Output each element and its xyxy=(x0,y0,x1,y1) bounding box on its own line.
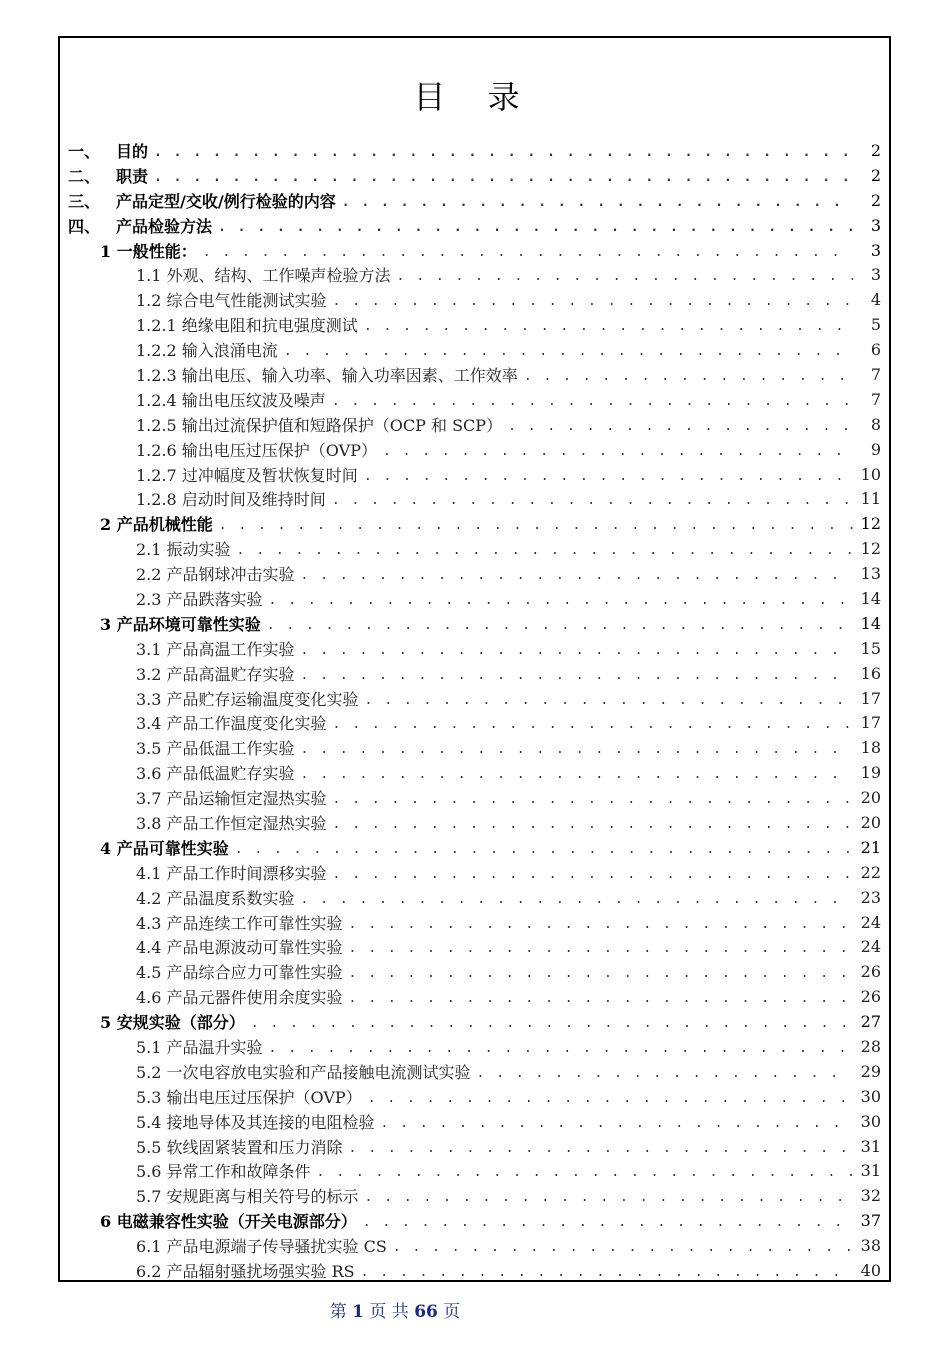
toc-leader-dots xyxy=(301,767,853,782)
toc-entry-page: 20 xyxy=(860,788,881,808)
toc-entry-number: 一、 xyxy=(68,141,101,161)
toc-entry-page: 4 xyxy=(870,290,881,310)
toc-entry-page: 38 xyxy=(860,1236,881,1256)
toc-entry[interactable] xyxy=(68,636,881,661)
toc-leader-dots xyxy=(363,1215,853,1230)
toc-leader-dots xyxy=(381,1116,853,1131)
toc-entry-page: 7 xyxy=(870,389,881,409)
toc-entry[interactable] xyxy=(68,486,881,511)
toc-entry-label: 产品定型/交收/例行检验的内容 xyxy=(116,191,336,211)
toc-entry-page: 14 xyxy=(860,588,881,608)
toc-entry-label: 4.1 产品工作时间漂移实验 xyxy=(136,863,327,883)
toc-entry-page: 23 xyxy=(860,887,881,907)
toc-entry-page: 2 xyxy=(870,140,881,160)
toc-leader-dots xyxy=(154,170,853,185)
toc-entry-label: 3.7 产品运输恒定湿热实验 xyxy=(136,789,327,809)
toc-leader-dots xyxy=(477,1066,853,1081)
toc-entry-page: 31 xyxy=(860,1136,881,1156)
toc-entry-page: 26 xyxy=(860,987,881,1007)
footer-prefix: 第 xyxy=(329,1302,347,1322)
page-footer xyxy=(0,1297,950,1322)
toc-entry[interactable] xyxy=(68,1059,881,1084)
toc-leader-dots xyxy=(342,195,853,210)
toc-leader-dots xyxy=(349,1141,853,1156)
toc-entry-page: 2 xyxy=(870,165,881,185)
page-title: 目 录 xyxy=(413,78,536,116)
toc-entry-page: 32 xyxy=(860,1186,881,1206)
footer-total-pages: 66 xyxy=(414,1302,438,1322)
toc-leader-dots xyxy=(508,419,853,434)
toc-entry-page: 3 xyxy=(870,215,881,235)
toc-entry[interactable] xyxy=(68,661,881,686)
toc-leader-dots xyxy=(333,867,853,882)
toc-entry-page: 3 xyxy=(870,265,881,285)
toc-entry-page: 12 xyxy=(860,539,881,559)
toc-entry-label: 5.1 产品温升实验 xyxy=(136,1038,263,1057)
toc-entry-page: 29 xyxy=(860,1061,881,1081)
toc-entry-page: 17 xyxy=(860,688,881,708)
toc-entry[interactable] xyxy=(68,735,881,760)
toc-entry-label: 5 安规实验（部分） xyxy=(100,1013,245,1033)
toc-entry[interactable] xyxy=(68,1258,881,1283)
toc-entry-page: 30 xyxy=(860,1086,881,1106)
toc-entry[interactable] xyxy=(68,959,881,984)
toc-entry[interactable] xyxy=(68,362,881,387)
toc-entry[interactable] xyxy=(68,163,881,188)
toc-leader-dots xyxy=(301,643,853,658)
toc-leader-dots xyxy=(383,444,853,459)
toc-entry[interactable] xyxy=(68,337,881,362)
toc-entry-label: 3.6 产品低温贮存实验 xyxy=(136,764,295,784)
toc-entry[interactable] xyxy=(68,910,881,935)
toc-leader-dots xyxy=(365,1190,853,1205)
toc-leader-dots xyxy=(203,245,853,260)
toc-entry-page: 24 xyxy=(860,912,881,932)
toc-entry[interactable] xyxy=(68,984,881,1009)
toc-entry-label: 4.6 产品元器件使用余度实验 xyxy=(136,988,343,1008)
toc-entry-label: 2 产品机械性能 xyxy=(100,515,213,535)
toc-entry-page: 11 xyxy=(860,489,881,509)
footer-current-page: 1 xyxy=(352,1302,364,1322)
toc-entry[interactable] xyxy=(68,1134,881,1159)
toc-entry[interactable] xyxy=(68,885,881,910)
toc-entry-label: 4 产品可靠性实验 xyxy=(100,838,229,858)
toc-entry[interactable] xyxy=(68,1034,881,1059)
toc-entry[interactable] xyxy=(68,561,881,586)
toc-entry[interactable] xyxy=(68,412,881,437)
toc-entry[interactable] xyxy=(68,1009,881,1034)
toc-entry-page: 15 xyxy=(860,638,881,658)
toc-entry[interactable] xyxy=(68,312,881,337)
toc-entry-label: 3.5 产品低温工作实验 xyxy=(136,739,295,759)
toc-leader-dots xyxy=(397,269,853,284)
toc-entry[interactable] xyxy=(68,1208,881,1233)
toc-leader-dots xyxy=(219,518,853,533)
toc-entry-number: 四、 xyxy=(68,216,101,236)
toc-entry[interactable] xyxy=(68,1183,881,1208)
toc-entry-label: 3.4 产品工作温度变化实验 xyxy=(136,714,327,734)
toc-leader-dots xyxy=(349,991,853,1006)
toc-leader-dots xyxy=(349,966,853,981)
toc-entry-label: 5.4 接地导体及其连接的电阻检验 xyxy=(136,1112,375,1132)
toc-entry[interactable] xyxy=(68,511,881,536)
toc-entry-page: 17 xyxy=(860,713,881,733)
toc-entry[interactable] xyxy=(68,586,881,611)
toc-leader-dots xyxy=(332,394,853,409)
toc-entry[interactable] xyxy=(68,536,881,561)
toc-entry[interactable] xyxy=(68,1159,881,1184)
toc-entry-page: 2 xyxy=(870,190,881,210)
toc-entry-page: 6 xyxy=(870,340,881,360)
toc-leader-dots xyxy=(269,1041,853,1056)
toc-leader-dots xyxy=(365,693,853,708)
toc-leader-dots xyxy=(349,917,853,932)
toc-leader-dots xyxy=(332,493,853,508)
toc-leader-dots xyxy=(301,742,853,757)
toc-entry-page: 22 xyxy=(860,862,881,882)
toc-leader-dots xyxy=(361,1265,853,1280)
toc-entry[interactable] xyxy=(68,760,881,785)
table-of-contents xyxy=(68,138,881,1283)
toc-entry[interactable] xyxy=(68,262,881,287)
toc-entry-label: 4.2 产品温度系数实验 xyxy=(136,888,295,908)
toc-entry-label: 1 一般性能： xyxy=(100,241,197,261)
toc-entry-page: 27 xyxy=(860,1012,881,1032)
toc-entry-label: 2.2 产品钢球冲击实验 xyxy=(136,565,295,585)
toc-entry-label: 1.2.4 输出电压纹波及噪声 xyxy=(136,390,326,410)
toc-entry-page: 10 xyxy=(860,464,881,484)
toc-leader-dots xyxy=(349,941,853,956)
toc-entry-page: 14 xyxy=(860,613,881,633)
footer-suffix: 页 xyxy=(443,1302,461,1322)
toc-entry-label: 4.4 产品电源波动可靠性实验 xyxy=(136,938,343,958)
toc-entry[interactable] xyxy=(68,238,881,263)
toc-entry[interactable] xyxy=(68,138,881,163)
toc-entry-label: 产品检验方法 xyxy=(116,216,213,236)
toc-entry-label: 6 电磁兼容性实验（开关电源部分） xyxy=(100,1212,357,1232)
toc-entry-label: 1.2.1 绝缘电阻和抗电强度测试 xyxy=(136,316,358,336)
toc-leader-dots xyxy=(218,220,853,235)
toc-entry[interactable] xyxy=(68,287,881,312)
toc-entry[interactable] xyxy=(68,935,881,960)
toc-entry-page: 18 xyxy=(860,738,881,758)
toc-leader-dots xyxy=(368,1091,853,1106)
toc-entry-label: 1.2.8 启动时间及维持时间 xyxy=(136,490,326,510)
toc-entry-label: 目的 xyxy=(116,141,149,161)
toc-entry-page: 24 xyxy=(860,937,881,957)
toc-entry-number: 三、 xyxy=(68,191,101,211)
toc-entry[interactable] xyxy=(68,213,881,238)
toc-entry-page: 28 xyxy=(860,1037,881,1056)
toc-entry[interactable] xyxy=(68,810,881,835)
toc-leader-dots xyxy=(301,892,853,907)
toc-entry[interactable] xyxy=(68,710,881,735)
toc-leader-dots xyxy=(267,618,853,633)
toc-entry-page: 13 xyxy=(860,564,881,584)
toc-entry-label: 5.5 软线固紧装置和压力消除 xyxy=(136,1137,343,1157)
toc-entry-page: 9 xyxy=(870,439,881,459)
toc-leader-dots xyxy=(269,593,853,608)
toc-entry-page: 3 xyxy=(870,240,881,260)
toc-entry-label: 1.2.5 输出过流保护值和短路保护（OCP 和 SCP） xyxy=(136,415,503,435)
toc-leader-dots xyxy=(364,469,853,484)
toc-entry-page: 31 xyxy=(860,1161,881,1181)
toc-entry-page: 21 xyxy=(860,837,881,857)
toc-leader-dots xyxy=(524,369,853,384)
toc-entry-page: 5 xyxy=(870,315,881,335)
toc-leader-dots xyxy=(333,294,853,309)
toc-entry[interactable] xyxy=(68,462,881,487)
toc-leader-dots xyxy=(301,568,853,583)
toc-entry-label: 5.6 异常工作和故障条件 xyxy=(136,1162,311,1182)
toc-leader-dots xyxy=(333,792,853,807)
toc-entry-label: 1.2.6 输出电压过压保护（OVP） xyxy=(136,440,377,460)
toc-entry-label: 3.2 产品高温贮存实验 xyxy=(136,664,295,684)
toc-entry[interactable] xyxy=(68,860,881,885)
toc-entry-label: 1.1 外观、结构、工作噪声检验方法 xyxy=(136,266,391,286)
toc-entry-label: 6.2 产品辐射骚扰场强实验 RS xyxy=(136,1262,355,1282)
toc-entry-label: 1.2 综合电气性能测试实验 xyxy=(136,291,327,311)
toc-entry-label: 5.2 一次电容放电实验和产品接触电流测试实验 xyxy=(136,1062,471,1082)
toc-entry-page: 7 xyxy=(870,364,881,384)
toc-entry-page: 30 xyxy=(860,1111,881,1131)
toc-entry-page: 26 xyxy=(860,962,881,982)
toc-leader-dots xyxy=(317,1165,853,1180)
toc-entry-label: 2.3 产品跌落实验 xyxy=(136,589,263,609)
toc-entry-page: 16 xyxy=(860,663,881,683)
toc-leader-dots xyxy=(154,145,853,160)
toc-entry[interactable] xyxy=(68,188,881,213)
toc-entry[interactable] xyxy=(68,437,881,462)
toc-leader-dots xyxy=(284,344,853,359)
toc-entry-label: 3.8 产品工作恒定湿热实验 xyxy=(136,813,327,833)
toc-entry-page: 40 xyxy=(860,1261,881,1281)
toc-entry[interactable] xyxy=(68,785,881,810)
toc-entry-page: 12 xyxy=(860,514,881,534)
toc-entry-page: 8 xyxy=(870,414,881,434)
toc-leader-dots xyxy=(333,817,853,832)
toc-entry[interactable] xyxy=(68,835,881,860)
toc-leader-dots xyxy=(364,319,853,334)
toc-entry-label: 3.3 产品贮存运输温度变化实验 xyxy=(136,689,359,709)
toc-entry[interactable] xyxy=(68,387,881,412)
toc-entry-label: 1.2.3 输出电压、输入功率、输入功率因素、工作效率 xyxy=(136,365,518,385)
toc-entry-label: 6.1 产品电源端子传导骚扰实验 CS xyxy=(136,1237,387,1257)
toc-entry[interactable] xyxy=(68,1109,881,1134)
toc-entry[interactable] xyxy=(68,1233,881,1258)
document-frame xyxy=(58,36,891,1282)
toc-entry-label: 4.5 产品综合应力可靠性实验 xyxy=(136,963,343,983)
toc-entry[interactable] xyxy=(68,686,881,711)
toc-leader-dots xyxy=(393,1240,853,1255)
toc-entry-label: 4.3 产品连续工作可靠性实验 xyxy=(136,913,343,933)
footer-mid: 页 共 xyxy=(369,1302,409,1322)
toc-entry-number: 二、 xyxy=(68,166,101,186)
toc-leader-dots xyxy=(237,543,853,558)
toc-entry-label: 5.7 安规距离与相关符号的标示 xyxy=(136,1187,359,1207)
toc-entry-label: 1.2.2 输入浪涌电流 xyxy=(136,341,278,361)
toc-entry-label: 5.3 输出电压过压保护（OVP） xyxy=(136,1087,362,1107)
toc-entry-label: 3.1 产品高温工作实验 xyxy=(136,639,295,659)
toc-leader-dots xyxy=(251,1016,853,1031)
toc-entry-page: 37 xyxy=(860,1211,881,1231)
toc-entry-page: 20 xyxy=(860,812,881,832)
toc-entry-label: 1.2.7 过冲幅度及暂状恢复时间 xyxy=(136,465,358,485)
toc-leader-dots xyxy=(333,717,853,732)
toc-entry-label: 3 产品环境可靠性实验 xyxy=(100,614,261,634)
toc-entry-page: 19 xyxy=(860,763,881,783)
toc-leader-dots xyxy=(301,668,853,683)
toc-entry-label: 职责 xyxy=(116,166,149,186)
toc-entry[interactable] xyxy=(68,611,881,636)
toc-leader-dots xyxy=(235,842,853,857)
toc-entry[interactable] xyxy=(68,1084,881,1109)
toc-entry-label: 2.1 振动实验 xyxy=(136,540,231,560)
